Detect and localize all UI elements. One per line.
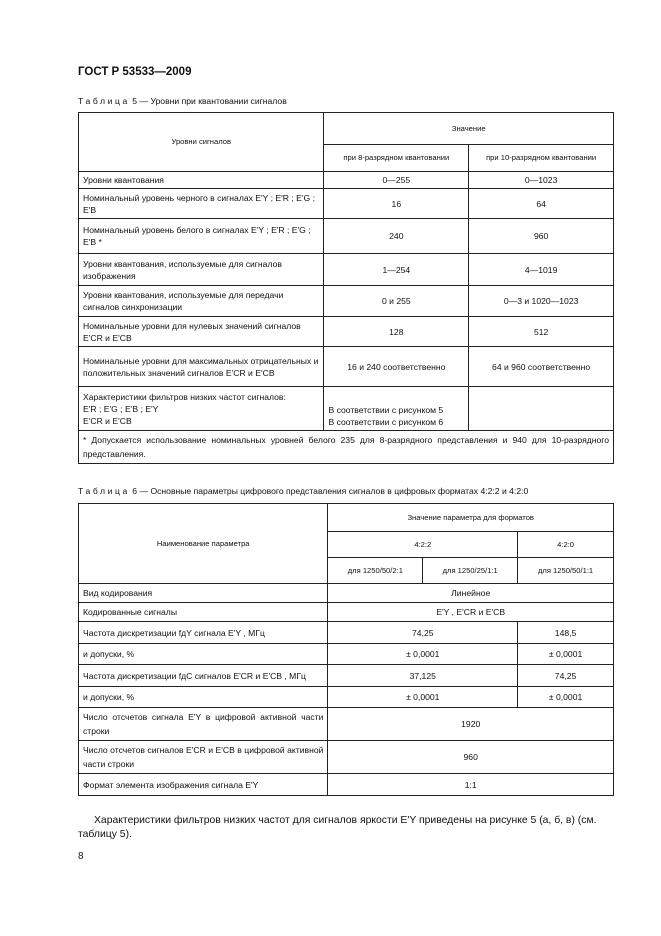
value-420: 74,25 <box>518 665 614 687</box>
t5-header-value: Значение <box>324 113 614 145</box>
table-6 <box>78 503 614 796</box>
filter-label-line2: E'R ; E'G ; E'B ; E'Y <box>83 403 159 414</box>
row-label: и допуски, % <box>79 644 328 665</box>
t6-header-422: 4:2:2 <box>328 532 518 558</box>
row-label: Номинальные уровни для нулевых значений сигналов E'CR и E'CB <box>79 317 324 347</box>
value-422: ± 0,0001 <box>328 644 518 665</box>
value-420: ± 0,0001 <box>518 687 614 708</box>
t6-header-param: Наименование параметра <box>79 504 328 584</box>
filter-label <box>79 387 324 431</box>
value-8bit: 16 и 240 соответственно <box>324 347 469 387</box>
table-row <box>79 189 614 219</box>
value-8bit: 1—254 <box>324 254 469 286</box>
table-row <box>79 219 614 254</box>
document-header: ГОСТ Р 53533—2009 <box>78 66 192 78</box>
row-label: Уровни квантования, используемые для передачи сигналов синхронизации <box>79 286 324 317</box>
t6-header-420: 4:2:0 <box>518 532 614 558</box>
table-row <box>79 347 614 387</box>
row-value: E'Y , E'CR и E'CB <box>328 603 614 622</box>
table6-caption-title: 6 — Основные параметры цифрового представления сигналов в цифровых форматах 4:2:2 и 4:2:0 <box>129 486 529 496</box>
row-value: 960 <box>328 741 614 774</box>
value-10bit: 0—3 и 1020—1023 <box>469 286 614 317</box>
table-5 <box>78 112 614 464</box>
t5-header-8bit: при 8-разрядном квантовании <box>324 145 469 172</box>
value-10bit: 512 <box>469 317 614 347</box>
row-label: Кодированные сигналы <box>79 603 328 622</box>
table6-caption-word: Таблица <box>78 486 130 496</box>
row-label: Вид кодирования <box>79 584 328 603</box>
row-label: Частота дискретизации fдY сигнала E'Y , МГц <box>79 622 328 644</box>
table-row <box>79 644 614 665</box>
row-value: 1920 <box>328 708 614 741</box>
table-row <box>79 172 614 189</box>
value-8bit: 240 <box>324 219 469 254</box>
table-row-filters <box>79 387 614 431</box>
table5-footnote: * Допускается использование номинальных уровней белого 235 для 8-разрядного представления и 940 для 10-разрядного представления. <box>79 431 614 464</box>
table-row <box>79 622 614 644</box>
t6-sub-1250-50-2-1: для 1250/50/2:1 <box>328 558 423 584</box>
value-8bit: 0 и 255 <box>324 286 469 317</box>
value-8bit: 0—255 <box>324 172 469 189</box>
value-10bit: 4—1019 <box>469 254 614 286</box>
filter-label-line3: E'CR и E'CB <box>83 415 132 426</box>
table-row <box>79 687 614 708</box>
table-row <box>79 286 614 317</box>
table5-caption-word: Таблица <box>78 96 130 106</box>
filter-value <box>324 387 469 431</box>
row-label: Номинальные уровни для максимальных отрицательных и положительных значений сигналов E'CR и E'CB <box>79 347 324 387</box>
value-10bit: 64 и 960 соответственно <box>469 347 614 387</box>
filter-value-line1: В соответствии с рисунком 5 <box>328 405 444 415</box>
t6-sub-1250-25-1-1: для 1250/25/1:1 <box>423 558 518 584</box>
table5-caption-title: 5 — Уровни при квантовании сигналов <box>129 96 287 106</box>
t5-header-10bit: при 10-разрядном квантовании <box>469 145 614 172</box>
filter-empty-cell <box>469 387 614 431</box>
table-row <box>79 584 614 603</box>
value-10bit: 960 <box>469 219 614 254</box>
value-420: ± 0,0001 <box>518 644 614 665</box>
row-label: Уровни квантования, используемые для сигналов изображения <box>79 254 324 286</box>
t6-sub-1250-50-1-1: для 1250/50/1:1 <box>518 558 614 584</box>
filter-value-line2: В соответствии с рисунком 6 <box>328 417 444 427</box>
table5-caption <box>78 96 287 106</box>
row-label: Формат элемента изображения сигнала E'Y <box>79 774 328 796</box>
value-10bit: 64 <box>469 189 614 219</box>
table-row <box>79 708 614 741</box>
table-row <box>79 317 614 347</box>
body-paragraph: Характеристики фильтров низких частот для сигналов яркости E'Y приведены на рисунке 5 (а, б, в) (см. таблицу 5). <box>78 815 597 840</box>
row-label: Число отсчетов сигнала E'Y в цифровой активной части строки <box>79 708 328 741</box>
row-value: Линейное <box>328 584 614 603</box>
row-value: 1:1 <box>328 774 614 796</box>
value-10bit: 0—1023 <box>469 172 614 189</box>
table-row <box>79 665 614 687</box>
row-label: Число отсчетов сигналов E'CR и E'CB в цифровой активной части строки <box>79 741 328 774</box>
value-422: 37,125 <box>328 665 518 687</box>
row-label: Номинальный уровень черного в сигналах E'Y ; E'R ; E'G ; E'B <box>79 189 324 219</box>
t6-header-value: Значение параметра для форматов <box>328 504 614 532</box>
row-label: и допуски, % <box>79 687 328 708</box>
table-row <box>79 741 614 774</box>
value-420: 148,5 <box>518 622 614 644</box>
page-number: 8 <box>78 851 84 862</box>
value-8bit: 16 <box>324 189 469 219</box>
row-label: Номинальный уровень белого в сигналах E'Y ; E'R ; E'G ; E'B * <box>79 219 324 254</box>
filter-label-line1: Характеристики фильтров низких частот сигналов: <box>83 391 286 402</box>
table-row <box>79 774 614 796</box>
table-row <box>79 254 614 286</box>
row-label: Уровни квантования <box>79 172 324 189</box>
row-label: Частота дискретизации fдC сигналов E'CR и E'CB , МГц <box>79 665 328 687</box>
value-422: ± 0,0001 <box>328 687 518 708</box>
t5-header-signal-levels: Уровни сигналов <box>79 113 324 172</box>
value-422: 74,25 <box>328 622 518 644</box>
value-8bit: 128 <box>324 317 469 347</box>
table-row <box>79 603 614 622</box>
table6-caption <box>78 486 528 496</box>
